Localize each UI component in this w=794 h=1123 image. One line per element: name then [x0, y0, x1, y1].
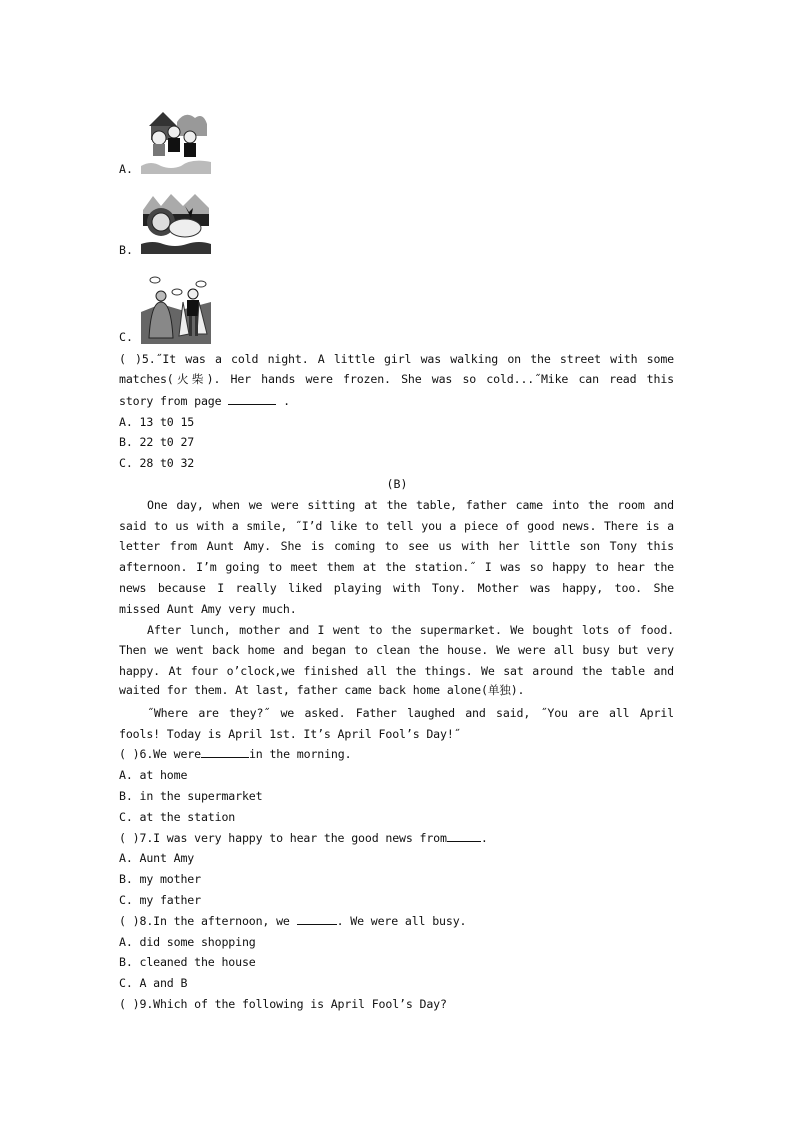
- question-7-option-b: B. my mother: [119, 872, 201, 886]
- passage-para2-line4: waited for them. At last, father came back home alone(单独).: [119, 683, 525, 697]
- question-7-answer-blank[interactable]: [447, 830, 481, 842]
- question-6-option-c: C. at the station: [119, 810, 236, 824]
- question-8-option-a: A. did some shopping: [119, 935, 256, 949]
- question-6-option-a: A. at home: [119, 768, 188, 782]
- passage-para2-line2: Then we went back home and began to clean the house. We were all busy but very: [119, 643, 674, 657]
- question-5-option-c: C. 28 t0 32: [119, 456, 195, 470]
- question-6-text-end: in the morning.: [248, 747, 352, 761]
- question-5-line-3: [119, 393, 674, 409]
- picture-option-c-label: C.: [119, 330, 133, 344]
- passage-para1-line4: afternoon. I’m going to meet them at the station.˝ I was so happy to hear the: [119, 560, 674, 574]
- question-5-answer-blank[interactable]: [228, 393, 276, 405]
- question-5-option-b: B. 22 t0 27: [119, 435, 195, 449]
- question-5-line-2: matches(火柴). Her hands were frozen. She was so cold...˝Mike can read this: [119, 372, 674, 386]
- question-6-option-b: B. in the supermarket: [119, 789, 263, 803]
- passage-para2-line1: After lunch, mother and I went to the supermarket. We bought lots of food.: [147, 623, 674, 637]
- prince-and-princess-image: [141, 272, 211, 344]
- question-8: [119, 913, 674, 929]
- question-8-answer-blank[interactable]: [297, 913, 337, 925]
- question-6-answer-blank[interactable]: [201, 746, 249, 758]
- question-6: [119, 746, 674, 762]
- passage-para1-line3: letter from Aunt Amy. She is coming to see us with her little son Tony this: [119, 539, 674, 553]
- question-7-option-a: A. Aunt Amy: [119, 851, 195, 865]
- question-5-text: story from page: [119, 394, 222, 408]
- question-7-option-c: C. my father: [119, 893, 201, 907]
- passage-para1-line5: news because I really liked playing with Tony. Mother was happy, too. She: [119, 581, 674, 595]
- question-7: [119, 830, 674, 846]
- question-5-option-a: A. 13 t0 15: [119, 415, 195, 429]
- pigs-illustration-icon: [141, 104, 211, 174]
- question-9: ( )9.Which of the following is April Fool’s Day?: [119, 997, 447, 1011]
- question-8-text: ( )8.In the afternoon, we: [119, 914, 297, 928]
- passage-para3-line1: ˝Where are they?˝ we asked. Father laughed and said, ˝You are all April: [147, 706, 674, 720]
- section-b-heading: (B): [386, 477, 408, 491]
- passage-para1-line1: One day, when we were sitting at the table, father came into the room and: [147, 498, 674, 512]
- question-5-line-1: ( )5.˝It was a cold night. A little girl was walking on the street with some: [119, 352, 674, 366]
- question-5-period: .: [283, 394, 290, 408]
- princess-illustration-icon: [141, 272, 211, 344]
- picture-option-a-label: A.: [119, 162, 133, 176]
- passage-para3-line2: fools! Today is April 1st. It’s April Fool’s Day!˝: [119, 727, 461, 741]
- question-7-text-end: .: [480, 831, 488, 845]
- picture-option-b-label: B.: [119, 243, 133, 257]
- question-8-option-b: B. cleaned the house: [119, 955, 256, 969]
- passage-para2-line3: happy. At four o’clock,we finished all the things. We sat around the table and: [119, 664, 674, 678]
- three-little-pigs-image: [141, 104, 211, 174]
- question-8-option-c: C. A and B: [119, 976, 188, 990]
- question-8-text-end: . We were all busy.: [336, 914, 467, 928]
- lion-illustration-icon: [141, 188, 211, 254]
- question-7-text: ( )7.I was very happy to hear the good news from: [119, 831, 447, 845]
- passage-para1-line6: missed Aunt Amy very much.: [119, 602, 297, 616]
- lion-and-sheep-image: [141, 188, 211, 254]
- passage-para1-line2: said to us with a smile, ˝I’d like to tell you a piece of good news. There is a: [119, 519, 674, 533]
- question-6-text: ( )6.We were: [119, 747, 201, 761]
